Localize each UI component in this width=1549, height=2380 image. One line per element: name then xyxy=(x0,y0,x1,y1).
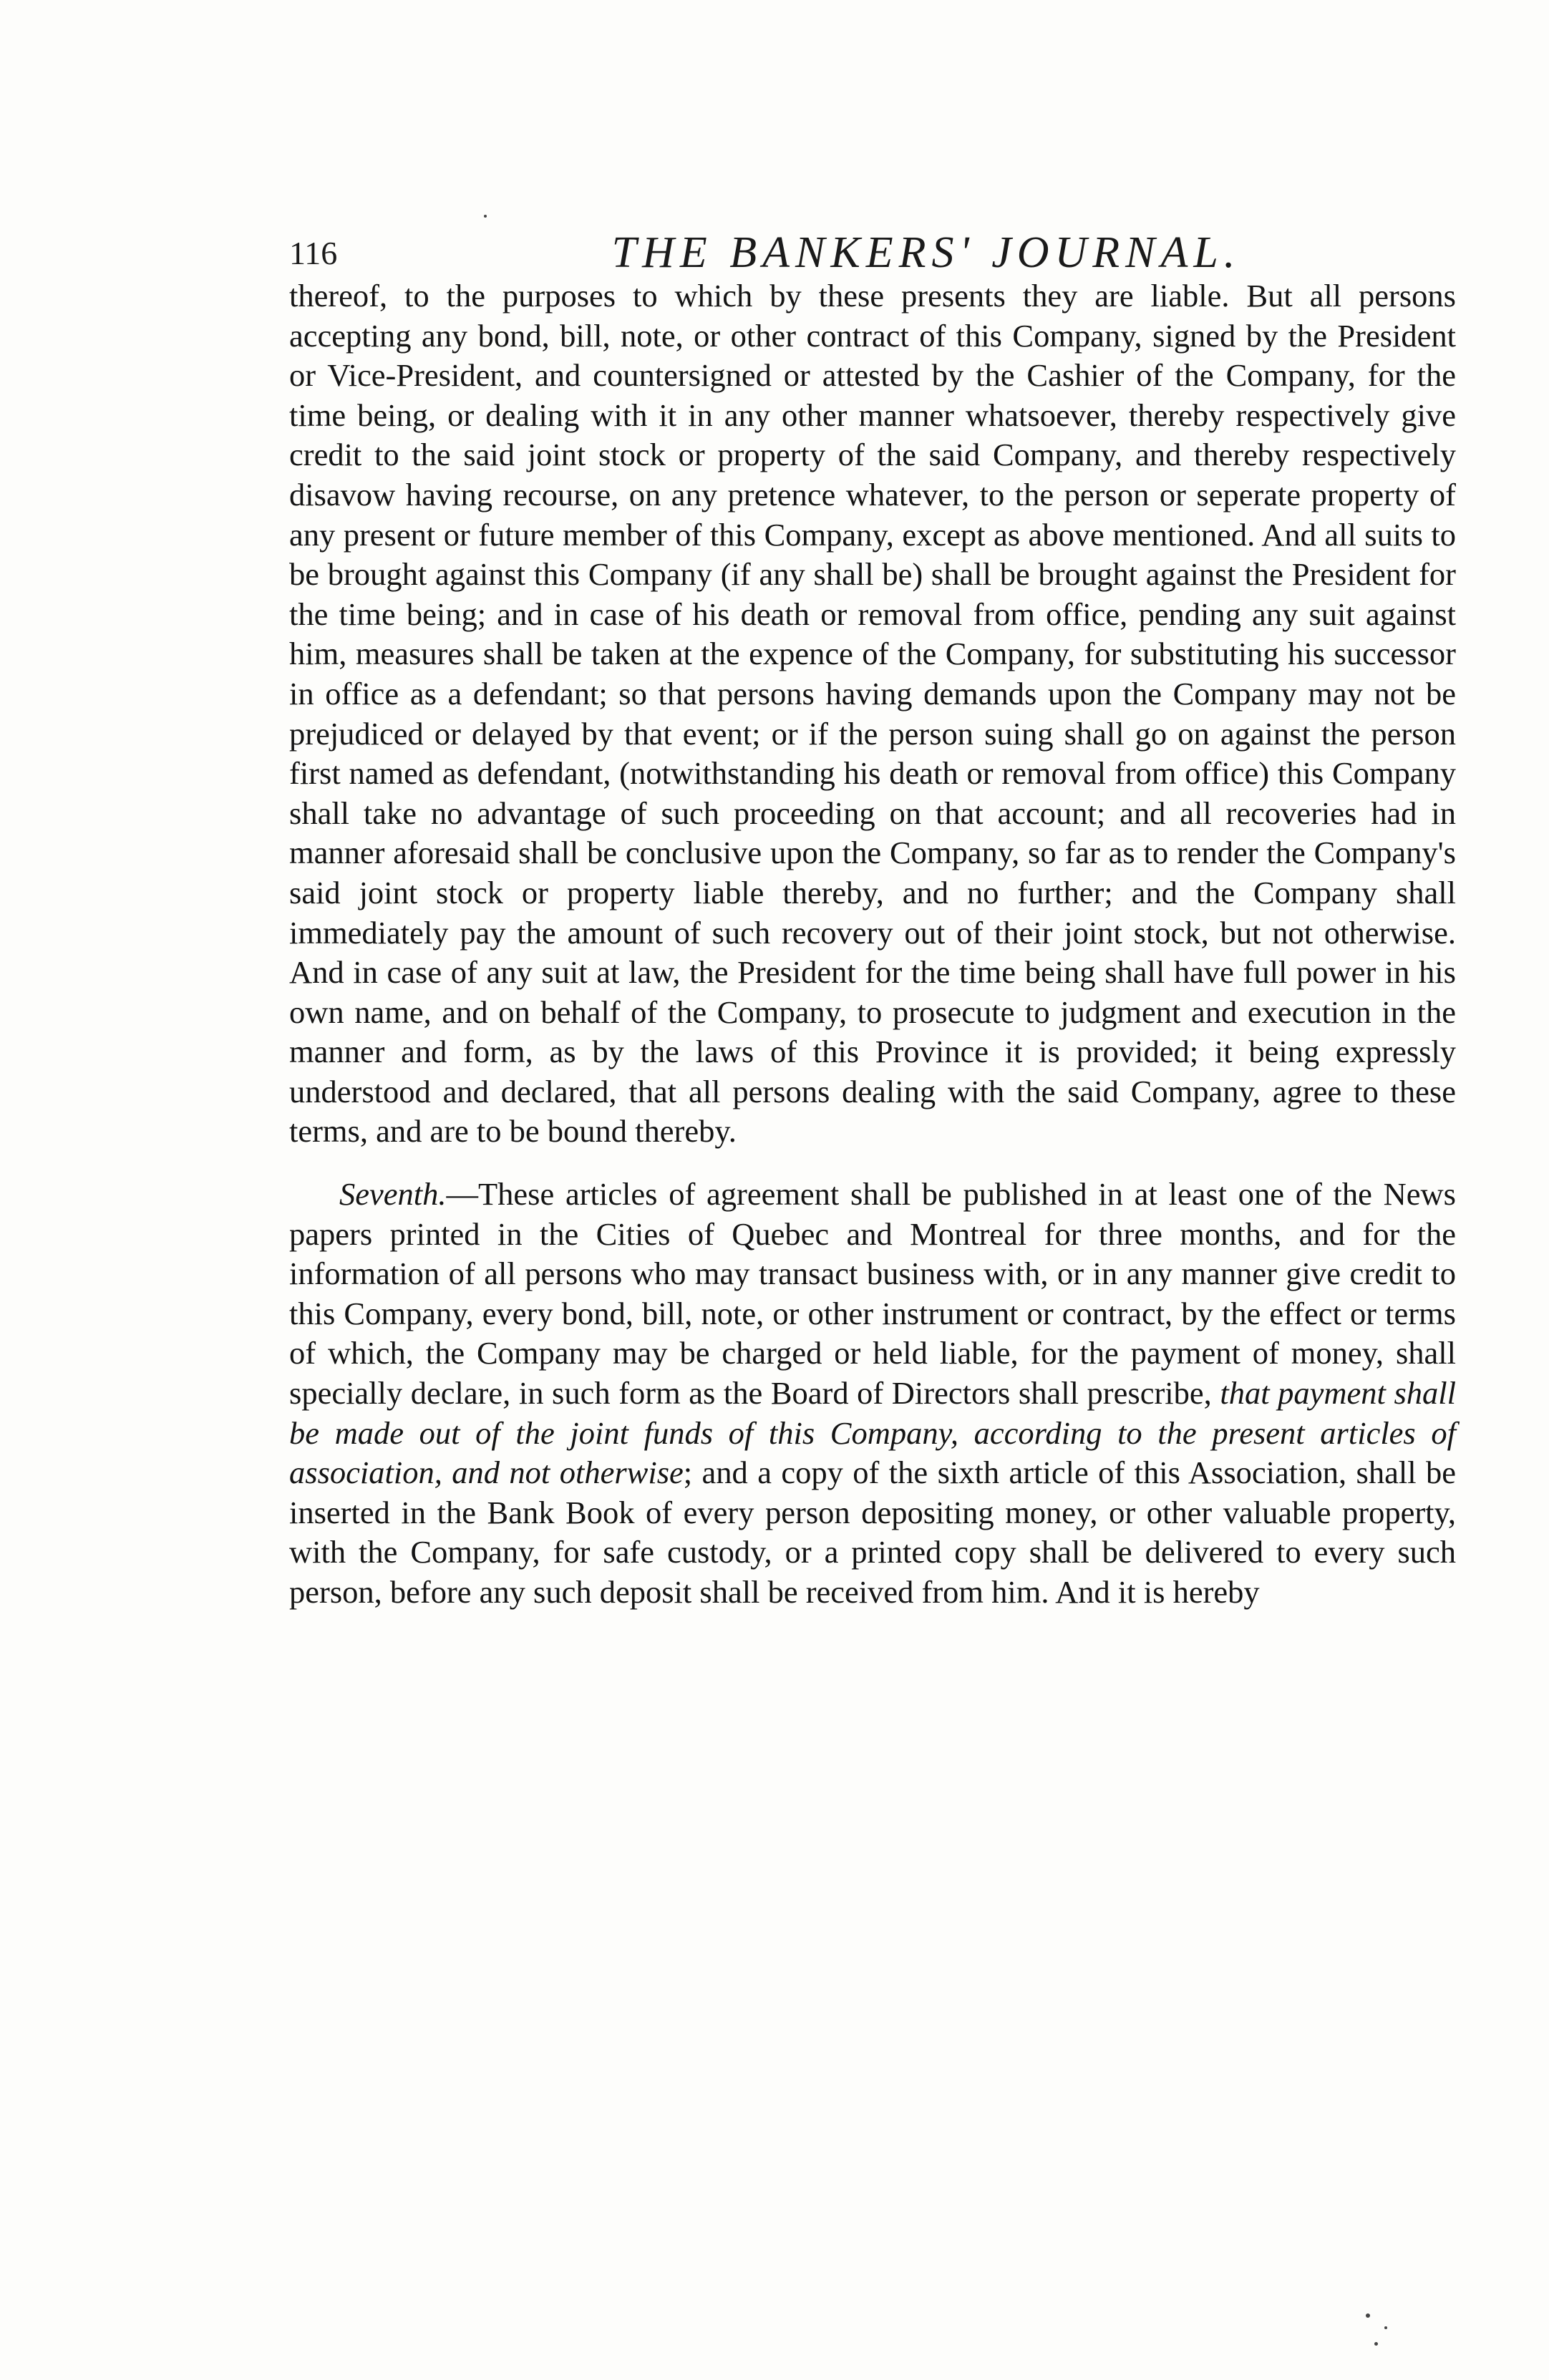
paragraph-continuation: thereof, to the purposes to which by these presents they are liable. But all persons accepting any bond, bill, note, or other contract of this Company, signed by the President or Vice-President, and countersigned or attested by the Cashier of the Company, for the time being, or dealing with it in any other manner whatsoever, thereby respectively give credit to the said joint stock or property of the said Company, and thereby respectively disavow having recourse, on any pretence whatever, to the person or seperate property of any present or future member of this Company, except as above mentioned. And all suits to be brought against this Company (if any shall be) shall be brought against the President for the time being; and in case of his death or removal from office, pending any suit against him, measures shall be taken at the expence of the Company, for substituting his successor in office as a defendant; so that persons having demands upon the Company may not be prejudiced or delayed by that event; or if the person suing shall go on against the person first named as defendant, (notwithstanding his death or removal from office) this Company shall take no advantage of such proceeding on that account; and all recoveries had in manner aforesaid shall be conclusive upon the Company, so far as to render the Company's said joint stock or property liable thereby, and no further; and the Company shall immediately pay the amount of such recovery out of their joint stock, but not otherwise. And in case of any suit at law, the President for the time being shall have full power in his own name, and on behalf of the Company, to prosecute to judgment and execution in the manner and form, as by the laws of this Province it is provided; it being expressly understood and declared, that all persons dealing with the said Company, agree to these terms, and are to be bound thereby. xyxy=(289,278,1456,1150)
scan-speck xyxy=(1384,2326,1387,2329)
paragraph-seventh-tail: ; and a copy of the sixth article of this Association, shall be inserted in the Bank Book of every person depositing money, or other valuable property, with the Company, for safe custody, or a printed copy shall be delivered to every such person, before any such deposit shall be received from him. And it is hereby xyxy=(289,1454,1456,1610)
paragraph-seventh xyxy=(289,1175,1456,1613)
paragraph-seventh-italic-clause: that payment shall be made out of the joint funds of this Company, according to the present articles of association, and not otherwise xyxy=(289,1375,1456,1491)
scan-speck xyxy=(1366,2313,1370,2318)
paragraph-seventh-text: —These articles of agreement shall be published in at least one of the News papers printed in the Cities of Quebec and Montreal for three months, and for the information of all persons who may transact business with, or in any manner give credit to this Company, every bond, bill, note, or other instrument or contract, by the effect or terms of which, the Company may be charged or held liable, for the payment of money, shall specially declare, in such form as the Board of Directors shall prescribe, xyxy=(289,1176,1456,1412)
article-heading: Seventh. xyxy=(339,1176,447,1213)
body-text xyxy=(289,276,1456,1613)
running-title: THE BANKERS' JOURNAL. xyxy=(611,228,1241,277)
scan-speck xyxy=(1374,2342,1378,2346)
scan-speck xyxy=(484,215,487,218)
page-number: 116 xyxy=(289,235,338,271)
